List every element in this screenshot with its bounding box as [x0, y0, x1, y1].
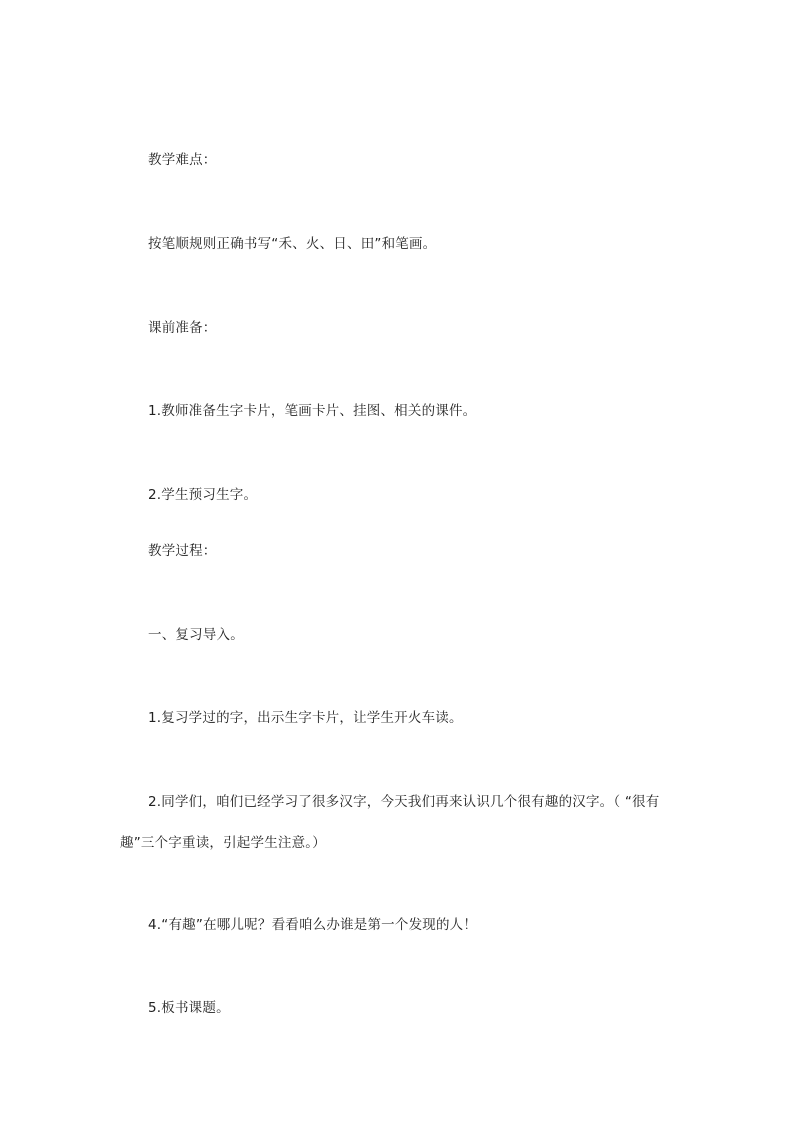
section-heading-review: 一、复习导入。	[148, 627, 244, 643]
list-item-preparation-2: 2.学生预习生字。	[148, 487, 258, 503]
list-item-preparation-1: 1.教师准备生字卡片，笔画卡片、挂图、相关的课件。	[148, 403, 477, 419]
list-item-review-2-continued: 趣”三个字重读，引起学生注意。）	[120, 835, 326, 851]
heading-teaching-process: 教学过程：	[148, 543, 217, 559]
list-item-review-1: 1.复习学过的字，出示生字卡片，让学生开火车读。	[148, 710, 463, 726]
list-item-review-2: 2.同学们，咱们已经学习了很多汉字，今天我们再来认识几个很有趣的汉字。（ “很有	[148, 794, 660, 810]
heading-preparation: 课前准备：	[148, 320, 217, 336]
list-item-review-4: 4.“有趣”在哪儿呢？看看咱么办谁是第一个发现的人！	[148, 917, 478, 933]
list-item-review-5: 5.板书课题。	[148, 1000, 230, 1016]
heading-teaching-difficulty: 教学难点：	[148, 152, 217, 168]
paragraph-difficulty-content: 按笔顺规则正确书写“禾、火、日、田”和笔画。	[148, 236, 437, 252]
